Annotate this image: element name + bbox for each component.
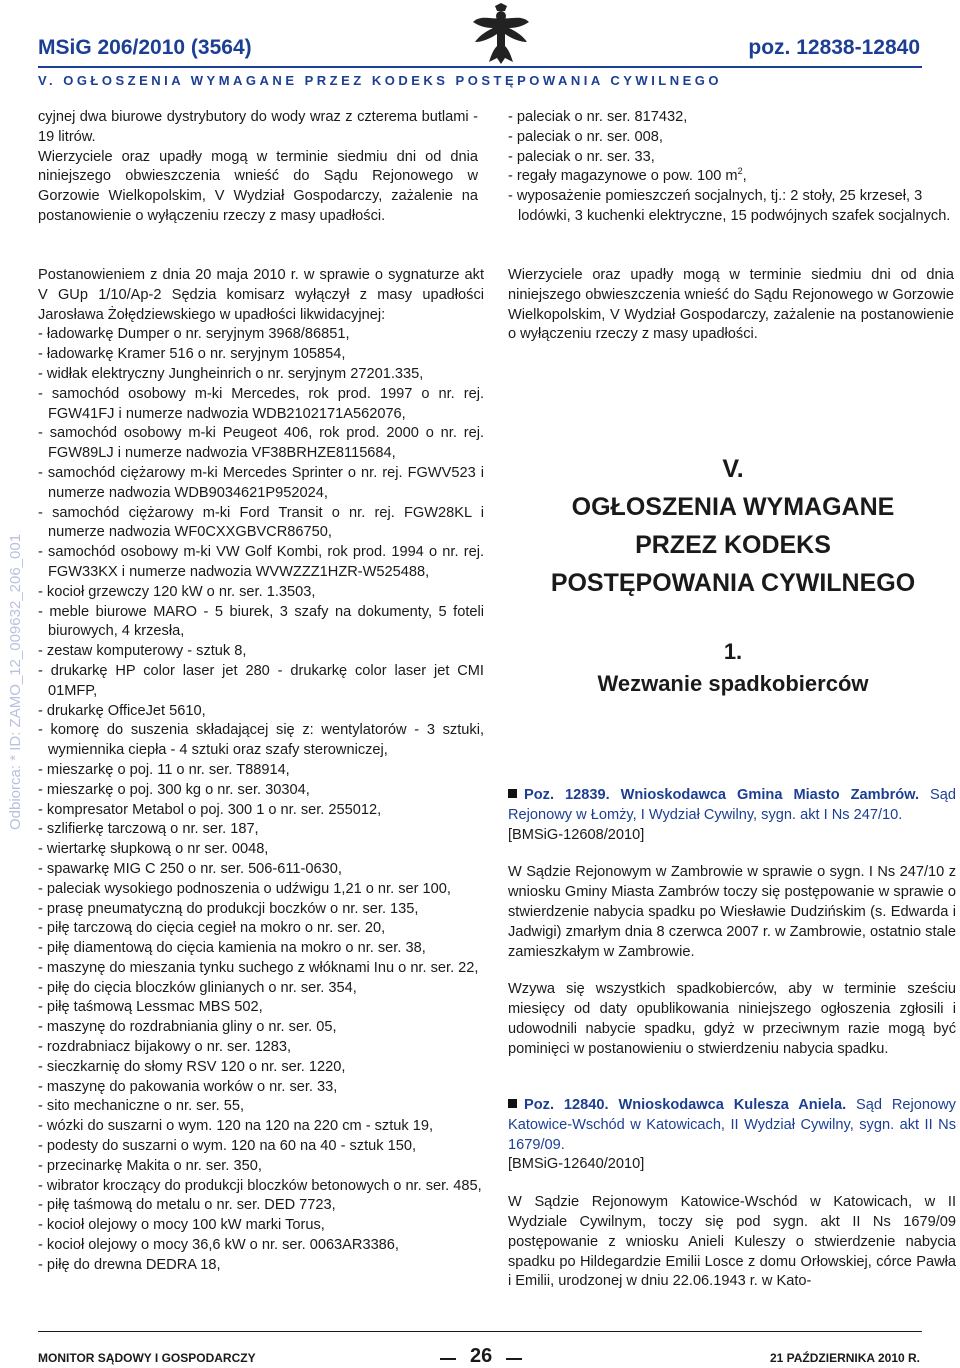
list-item: - piłę diamentową do cięcia kamienia na mokro o nr. ser. 38,	[38, 940, 426, 957]
list-item: - spawarkę MIG C 250 o nr. ser. 506-611-0630,	[38, 860, 342, 877]
section-title-line: POSTĘPOWANIA CYWILNEGO	[550, 569, 916, 597]
list-item: - sieczkarnię do słomy RSV 120 o nr. ser. 1220,	[38, 1058, 346, 1075]
footer-divider	[38, 1331, 922, 1332]
footer-dash	[506, 1358, 522, 1360]
list-item: - kocioł olejowy o mocy 36,6 kW o nr. ser. 0063AR3386,	[38, 1237, 399, 1254]
paragraph: Wierzyciele oraz upadły mogą w terminie siedmiu dni od dnia niniejszego obwieszczenia wnieść do Sądu Rejonowego w Gorzowie Wielkopolskim, V Wydział Gospodarczy, zażalenie na postanowienie o wyłączeniu rzeczy z masy upadłości.	[508, 267, 954, 343]
recipient-watermark: Odbiorca: * ID: ZAMO_12_009632_206_001	[7, 533, 24, 830]
list-item: - samochód osobowy m-ki Mercedes, rok prod. 1997 o nr. rej. FGW41FJ i numerze nadwozia WDB2102171A562076,	[38, 385, 484, 422]
decision-intro: Postanowieniem z dnia 20 maja 2010 r. w sprawie o sygnaturze akt V GUp 1/10/Ap-2 Sędzia komisarz wyłączył z masy upadłości Jarosława Żołędziewskiego w upadłości likwidacyjnej:	[38, 267, 484, 323]
paragraph: W Sądzie Rejonowym w Zambrowie w sprawie o sygn. I Ns 247/10 z wniosku Gminy Miasta Zambrów toczy się postępowanie w sprawie o stwierdzenie nabycia spadku po Wiesławie Dudzińskim (s. Edwarda i Jadwigi) zmarłym dnia 8 czerwca 2007 r. w Zambrowie, ostatnio stale zamieszkałym w Zambrowie.	[508, 864, 956, 960]
list-item: - paleciak o nr. ser. 817432,	[508, 109, 688, 125]
left-main-block	[38, 266, 484, 1276]
paragraph: Wzywa się wszystkich spadkobierców, aby w terminie sześciu miesięcy od daty opublikowania niniejszego ogłoszenia zgłosili i udowodnili nabycie spadku, gdyż w przeciwnym razie mogą być pominięci w postanowieniu o stwierdzeniu nabycia spadku.	[508, 981, 956, 1057]
position-range: poz. 12838-12840	[748, 36, 920, 59]
list-item: - rozdrabniacz bijakowy o nr. ser. 1283,	[38, 1039, 292, 1056]
notice-reference: [BMSiG-12608/2010]	[508, 826, 645, 843]
list-item: - wibrator kroczący do produkcji bloczków betonowych o nr. ser. 485,	[38, 1177, 482, 1194]
list-item: - wózki do suszarni o wym. 120 na 120 na 220 cm - sztuk 19,	[38, 1118, 434, 1135]
notice-12840	[508, 1096, 956, 1292]
footer-date: 21 PAŹDZIERNIKA 2010 R.	[769, 1351, 920, 1365]
list-item: - wyposażenie pomieszczeń socjalnych, tj.: 2 stoły, 25 krzeseł, 3 lodówki, 3 kuchenki elektryczne, 15 podwójnych szafek socjalnych.	[508, 188, 951, 224]
paragraph: W Sądzie Rejonowym Katowice-Wschód w Katowicach, w II Wydziale Cywilnym, toczy się pod sygn. akt II Ns 1679/09 postępowanie z wniosku Anieli Kuleszy o stwierdzenie nabycia spadku po Hildegardzie Emilii Losce z domu Orłowskiej, córce Pawła i Emilii, urodzonej w dniu 22.06.1943 r. w Kato-	[508, 1194, 956, 1290]
header-divider	[38, 66, 922, 68]
notice-court: Sąd Rejonowy Katowice-Wschód w Katowicach, II Wydział Cywilny, sygn. akt II Ns 1679/09.	[508, 1097, 956, 1153]
paragraph: Wierzyciele oraz upadły mogą w terminie siedmiu dni od dnia niniejszego obwieszczenia wnieść do Sądu Rejonowego w Gorzowie Wielkopolskim, V Wydział Gospodarczy, zażalenie na postanowienie o wyłączeniu rzeczy z masy upadłości.	[38, 148, 478, 224]
list-item: - samochód ciężarowy m-ki Mercedes Sprinter o nr. rej. FGWV523 i numerze nadwozia WDB9034621P952024,	[38, 464, 484, 501]
list-item: - regały magazynowe o pow. 100 $m^2$,	[508, 166, 747, 185]
list-item: - paleciak wysokiego podnoszenia o udźwigu 1,21 o nr. ser 100,	[38, 880, 451, 897]
subsection-number: 1.	[723, 639, 743, 664]
publication-issue: MSiG 206/2010 (3564)	[38, 36, 252, 59]
list-item: - komorę do suszenia składającej się z: wentylatorów - 3 sztuki, wymiennika ciepła - 4 sztuki oraz szafy sterowniczej,	[38, 722, 484, 759]
section-subheader: V. OGŁOSZENIA WYMAGANE PRZEZ KODEKS POSTĘPOWANIA CYWILNEGO	[38, 73, 723, 88]
list-item: - piłę tarczową do cięcia cegieł na mokro o nr. ser. 20,	[38, 920, 386, 937]
notice-reference: [BMSiG-12640/2010]	[508, 1156, 645, 1173]
list-item: - ładowarkę Kramer 516 o nr. seryjnym 105854,	[38, 346, 346, 363]
list-item: - przecinarkę Makita o nr. ser. 350,	[38, 1157, 262, 1174]
list-item: - samochód osobowy m-ki Peugeot 406, rok prod. 2000 o nr. rej. FGW89LJ i numerze nadwozia VF38BRHZE8115684,	[38, 425, 484, 462]
list-item: - samochód ciężarowy m-ki Ford Transit o nr. rej. FGW28KL i numerze nadwozia WF0CXXGBVCR86750,	[38, 504, 484, 541]
list-item: - piłę do drewna DEDRA 18,	[38, 1256, 221, 1273]
square-bullet-icon	[508, 789, 517, 798]
list-item: - mieszarkę o poj. 11 o nr. ser. T88914,	[38, 761, 290, 778]
list-item: - szlifierkę tarczową o nr. ser. 187,	[38, 821, 259, 838]
list-item: - piłę taśmową do metalu o nr. ser. DED 7723,	[38, 1197, 336, 1214]
section-number: V.	[722, 455, 744, 483]
page-number: 26	[470, 1345, 493, 1367]
list-item: - widłak elektryczny Jungheinrich o nr. seryjnym 27201.335,	[38, 365, 424, 382]
list-item: - kompresator Metabol o poj. 300 1 o nr. ser. 255012,	[38, 801, 382, 818]
notice-position: Poz. 12840. Wnioskodawca Kulesza Aniela.	[524, 1097, 847, 1113]
section-heading-block	[508, 450, 958, 700]
list-item: - ładowarkę Dumper o nr. seryjnym 3968/86851,	[38, 326, 350, 343]
list-item: - samochód osobowy m-ki VW Golf Kombi, rok prod. 1994 o nr. rej. FGW33KX i numerze nadwozia WVWZZZ1HZR-W525488,	[38, 544, 484, 580]
notice-position: Poz. 12839. Wnioskodawca Gmina Miasto Zambrów.	[524, 787, 920, 803]
list-item: - drukarkę OfficeJet 5610,	[38, 702, 206, 719]
list-item: - drukarkę HP color laser jet 280 - drukarkę color laser jet CMI 01MFP,	[38, 662, 484, 699]
list-item: - meble biurowe MARO - 5 biurek, 3 szafy na dokumenty, 5 foteli biurowych, 4 krzesła,	[38, 603, 484, 640]
list-item: - maszynę do mieszania tynku suchego z włóknami Inu o nr. ser. 22,	[38, 959, 479, 976]
right-top-block	[508, 108, 956, 227]
eagle-emblem-icon	[470, 2, 532, 66]
paragraph: cyjnej dwa biurowe dystrybutory do wody wraz z czterema butlami - 19 litrów.	[38, 109, 478, 145]
notice-12839	[508, 786, 956, 1060]
list-item: - paleciak o nr. ser. 008,	[508, 128, 663, 145]
subsection-title: Wezwanie spadkobierców	[597, 671, 869, 696]
list-item: - piłę taśmową Lessmac MBS 502,	[38, 999, 263, 1016]
square-bullet-icon	[508, 1099, 517, 1108]
list-item: - zestaw komputerowy - sztuk 8,	[38, 643, 247, 660]
list-item: - sito mechaniczne o nr. ser. 55,	[38, 1098, 245, 1115]
footer-publication: MONITOR SĄDOWY I GOSPODARCZY	[38, 1351, 256, 1365]
list-item: - kocioł olejowy o mocy 100 kW marki Torus,	[38, 1217, 325, 1234]
excluded-items-list	[38, 325, 484, 1275]
list-item: - paleciak o nr. ser. 33,	[508, 148, 655, 165]
list-item: - podesty do suszarni o wym. 120 na 60 na 40 - sztuk 150,	[38, 1138, 417, 1155]
list-item: - wiertarkę słupkową o nr ser. 0048,	[38, 841, 269, 858]
excluded-items-list-continued	[508, 108, 956, 167]
section-title-line: PRZEZ KODEKS	[635, 531, 831, 559]
list-item: - kocioł grzewczy 120 kW o nr. ser. 1.3503,	[38, 583, 316, 600]
notice-court: Sąd Rejonowy w Łomży, I Wydział Cywilny, sygn. akt I Ns 247/10.	[508, 787, 956, 823]
section-title-line: OGŁOSZENIA WYMAGANE	[571, 493, 895, 521]
list-item: - mieszarkę o poj. 300 kg o nr. ser. 30304,	[38, 781, 310, 798]
left-top-block	[38, 108, 478, 227]
list-item: - piłę do cięcia bloczków glinianych o nr. ser. 354,	[38, 979, 357, 996]
list-item: - maszynę do pakowania worków o nr. ser. 33,	[38, 1078, 338, 1095]
list-item: - prasę pneumatyczną do produkcji boczków o nr. ser. 135,	[38, 900, 419, 917]
footer-dash	[440, 1358, 456, 1360]
list-item: - maszynę do rozdrabniania gliny o nr. ser. 05,	[38, 1019, 337, 1036]
right-mid-block	[508, 266, 954, 345]
